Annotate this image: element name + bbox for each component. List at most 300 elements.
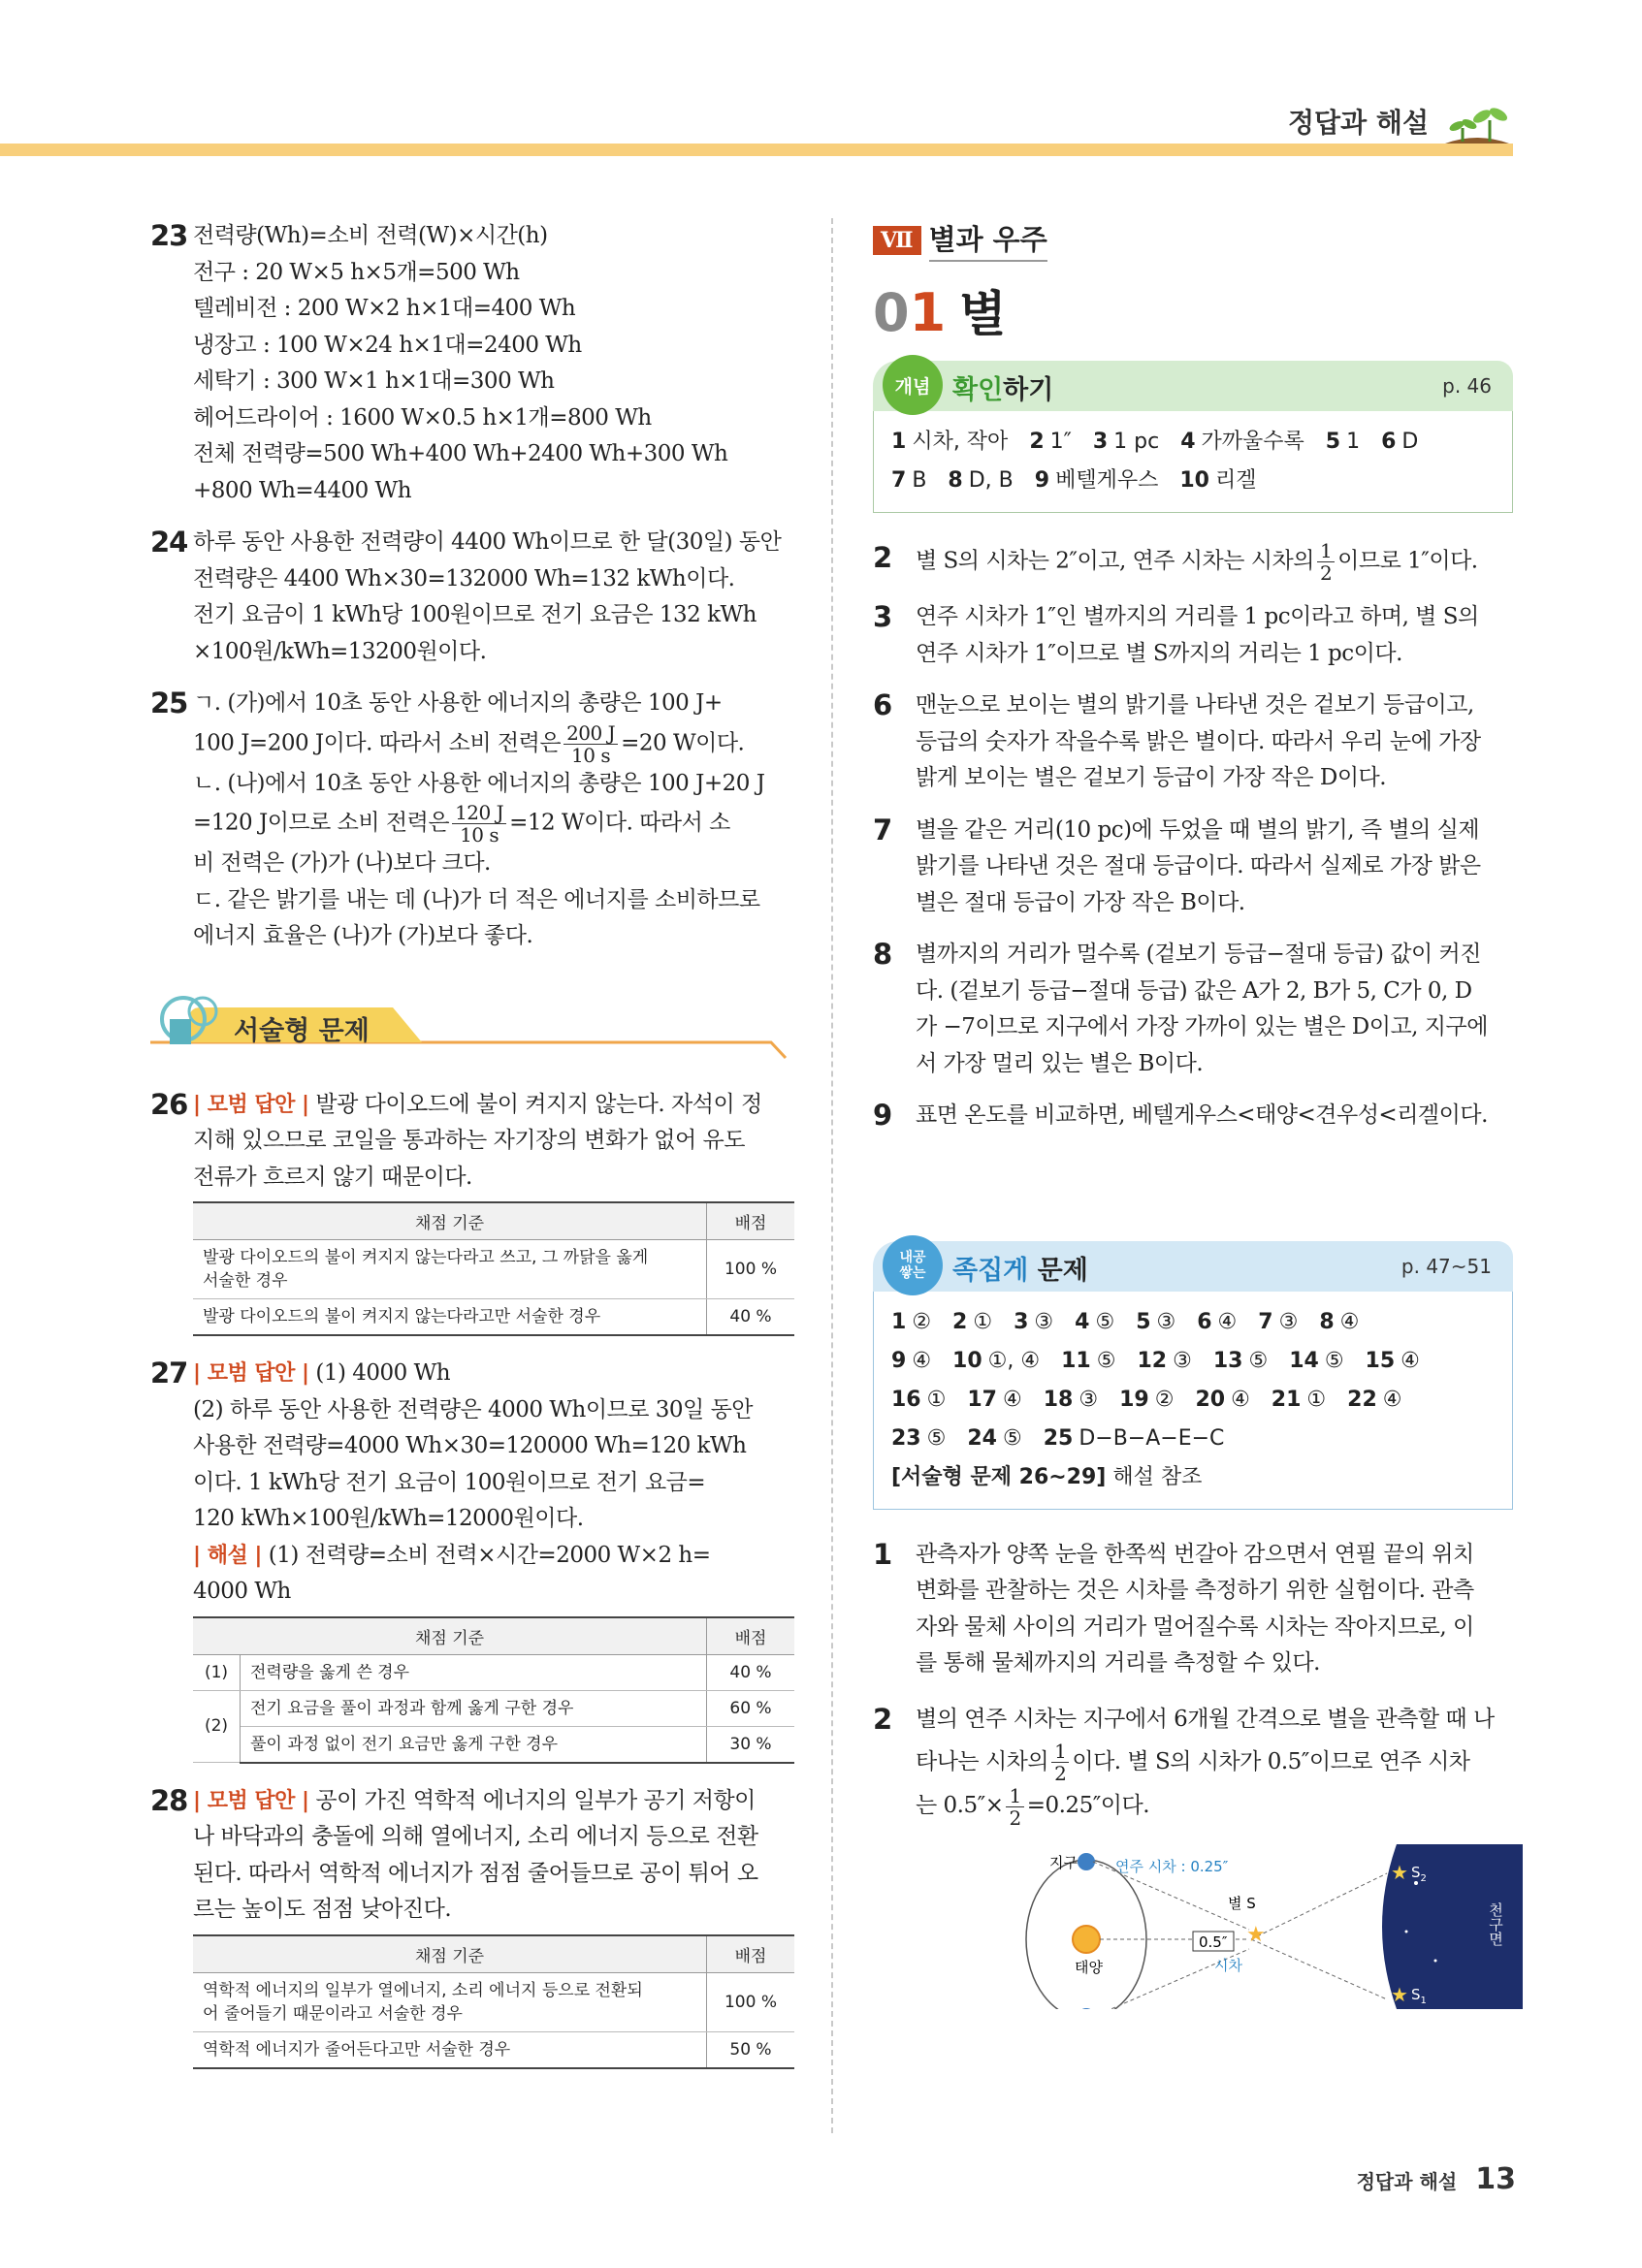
answer-text: 타나는 시차의 xyxy=(916,1748,1049,1774)
answer-28 xyxy=(150,1783,790,1929)
answer-number: 2 xyxy=(952,1309,968,1334)
practice-badge xyxy=(883,1235,943,1295)
answer-line: 전력량은 4400 Wh×30=132000 Wh=132 kWh이다. xyxy=(193,565,735,591)
answer-value: ④ xyxy=(1002,1387,1022,1412)
answer-item xyxy=(1195,1381,1249,1420)
answer-line: 된다. 따라서 역학적 에너지가 점점 줄어들므로 공이 튀어 오 xyxy=(193,1860,758,1886)
answer-line: 하루 동안 사용한 전력량이 4400 Wh이므로 한 달(30일) 동안 xyxy=(193,529,782,555)
explain-7 xyxy=(873,813,1513,922)
sphere-label: 천구면 xyxy=(1487,1901,1504,1946)
header-bar xyxy=(0,144,1513,156)
sun-label: 태양 xyxy=(1075,1958,1103,1976)
answer-23 xyxy=(150,218,790,509)
answer-item xyxy=(967,1381,1021,1420)
answer-value: ⑤ xyxy=(1002,1425,1022,1451)
answer-row xyxy=(891,462,1495,500)
explain-2 xyxy=(873,540,1513,584)
question-number: 1 xyxy=(873,1537,892,1571)
answer-item xyxy=(1213,1342,1268,1381)
answer-item xyxy=(1014,1303,1053,1342)
answer-number: 23 xyxy=(891,1425,921,1451)
table-cell: 40 % xyxy=(707,1299,795,1336)
answer-item xyxy=(891,1381,946,1420)
answer-25 xyxy=(150,686,790,955)
answer-value: ④ xyxy=(1217,1309,1238,1334)
answer-line: 전기 요금이 1 kWh당 100원이므로 전기 요금은 132 kWh xyxy=(193,602,757,627)
explain-3 xyxy=(873,599,1513,672)
table-cell: 60 % xyxy=(707,1690,795,1726)
right-column xyxy=(873,218,1513,2013)
chapter-heading xyxy=(873,275,1513,345)
answer-line: (2) 하루 동안 사용한 전력량은 4000 Wh이므로 30일 동안 xyxy=(193,1396,754,1422)
answer-number: 6 xyxy=(1197,1309,1212,1334)
s1-label: S xyxy=(1411,1985,1421,2003)
answer-value: D xyxy=(1401,430,1419,454)
table-cell: 발광 다이오드의 불이 켜지지 않는다라고 쓰고, 그 까닭을 옳게 xyxy=(203,1248,649,1267)
page-ref: p. 47~51 xyxy=(1401,1254,1492,1278)
fraction xyxy=(563,722,618,766)
earth-label: 지구 xyxy=(1049,1853,1078,1871)
answer-value: ③ xyxy=(1278,1309,1299,1334)
answer-value: ④ xyxy=(1231,1387,1250,1412)
explain-9 xyxy=(873,1098,1513,1134)
answer-line: 별까지의 거리가 멀수록 (겉보기 등급−절대 등급) 값이 커진 xyxy=(916,942,1481,967)
unit-number: Ⅶ xyxy=(873,226,921,255)
answer-line: ×100원/kWh=13200원이다. xyxy=(193,638,487,664)
box-title xyxy=(952,368,1053,406)
answer-value: ④ xyxy=(1339,1309,1360,1334)
answer-text: 이므로 1″이다. xyxy=(1337,548,1478,574)
answer-number: 14 xyxy=(1289,1348,1319,1373)
answer-line: 밝게 보이는 별은 겉보기 등급이 가장 작은 D이다. xyxy=(916,765,1387,790)
answer-line: 4000 Wh xyxy=(193,1579,291,1604)
answer-item xyxy=(1347,1381,1401,1420)
fraction xyxy=(1051,1741,1069,1784)
answer-number: 9 xyxy=(1034,468,1050,493)
answer-line: 세탁기 : 300 W×1 h×1대=300 Wh xyxy=(193,368,555,394)
star-label: 별 S xyxy=(1228,1894,1256,1912)
chapter-digit: 1 xyxy=(909,282,947,343)
numerator: 1 xyxy=(1006,1785,1023,1807)
answer-number: 16 xyxy=(891,1387,921,1412)
answer-value: ② xyxy=(1154,1387,1175,1412)
answer-value: ① xyxy=(926,1387,947,1412)
answer-item xyxy=(891,462,926,500)
parallax-diagram xyxy=(980,1844,1523,2009)
answer-value: ② xyxy=(912,1309,932,1334)
title-part: 족집게 xyxy=(952,1255,1029,1286)
answer-number: 10 xyxy=(952,1348,982,1373)
answer-number: 8 xyxy=(1319,1309,1335,1334)
answer-row xyxy=(891,1381,1495,1420)
answer-number: 2 xyxy=(1029,430,1045,454)
answer-value: 리겔 xyxy=(1214,468,1257,493)
answer-item xyxy=(1197,1303,1237,1342)
question-number: 2 xyxy=(873,1702,892,1736)
answer-value: ⑤ xyxy=(1095,1309,1115,1334)
answer-line: 연주 시차가 1″인 별까지의 거리를 1 pc이라고 하며, 별 S의 xyxy=(916,604,1479,629)
answer-number: 22 xyxy=(1347,1387,1377,1412)
table-row xyxy=(193,1726,794,1763)
model-answer-tag: | 모범 답안 | xyxy=(193,1788,309,1813)
model-answer-tag: | 모범 답안 | xyxy=(193,1361,309,1386)
answer-value: 시차, 작아 xyxy=(912,430,1009,454)
table-header: 채점 기준 xyxy=(193,1202,707,1240)
answer-value: 1 xyxy=(1346,430,1361,454)
answer-value: ①, ④ xyxy=(987,1348,1041,1373)
page-footer xyxy=(1357,2162,1516,2196)
answer-item xyxy=(891,1342,931,1381)
concept-badge: 개념 xyxy=(883,355,943,415)
practice-answers xyxy=(873,1292,1513,1510)
table-cell: 역학적 에너지의 일부가 열에너지, 소리 에너지 등으로 전환되 xyxy=(203,1980,643,2000)
answer-item xyxy=(948,462,1013,500)
numerator: 200 J xyxy=(563,722,618,745)
chapter-digit: 0 xyxy=(873,282,910,343)
page-ref: p. 46 xyxy=(1442,374,1492,398)
answer-value: ⑤ xyxy=(1324,1348,1344,1373)
star-s-icon: ★ xyxy=(1246,1922,1266,1947)
answer-line: 별은 절대 등급이 가장 작은 B이다. xyxy=(916,889,1245,915)
question-number: 6 xyxy=(873,688,892,721)
answer-text: =120 J이므로 소비 전력은 xyxy=(193,810,450,836)
table-row xyxy=(193,1299,794,1336)
answer-value: ⑤ xyxy=(1096,1348,1116,1373)
question-number: 23 xyxy=(150,219,188,252)
answer-item xyxy=(1289,1342,1343,1381)
answer-number: 18 xyxy=(1043,1387,1074,1412)
answer-item xyxy=(1093,423,1159,462)
answer-number: 13 xyxy=(1212,1348,1243,1373)
question-number: 2 xyxy=(873,541,892,574)
answer-value: ⑤ xyxy=(1248,1348,1269,1373)
answer-value: ③ xyxy=(1156,1309,1176,1334)
explanation-tag: | 해설 | xyxy=(193,1543,262,1568)
badge-text: 쌓는 xyxy=(899,1264,926,1281)
left-column xyxy=(150,218,790,2089)
answer-text: 발광 다이오드에 불이 켜지지 않는다. 자석이 정 xyxy=(315,1091,762,1117)
answer-number: 8 xyxy=(948,468,963,493)
answer-line: 별의 연주 시차는 지구에서 6개월 간격으로 별을 관측할 때 나 xyxy=(916,1706,1495,1732)
sun-icon xyxy=(1073,1926,1100,1953)
table-cell: 역학적 에너지가 줄어든다고만 서술한 경우 xyxy=(193,2031,707,2068)
answer-number: 11 xyxy=(1061,1348,1091,1373)
answer-item xyxy=(1136,1303,1175,1342)
table-row xyxy=(193,1240,794,1299)
s2-subscript: 2 xyxy=(1420,1872,1427,1884)
chapter-title: 별 xyxy=(959,286,1007,342)
parallax-value: 0.5″ xyxy=(1199,1933,1228,1951)
answer-value: ③ xyxy=(1034,1309,1054,1334)
model-answer-tag: | 모범 답안 | xyxy=(193,1092,309,1117)
section-title: 서술형 문제 xyxy=(234,1015,370,1046)
answer-text: 별 S의 시차는 2″이고, 연주 시차는 시차의 xyxy=(916,548,1314,574)
explain-f2 xyxy=(873,1698,1513,1829)
answer-number: 5 xyxy=(1325,430,1341,454)
fraction xyxy=(452,802,506,846)
answer-item xyxy=(1326,423,1360,462)
answer-value: ④ xyxy=(1382,1387,1402,1412)
fraction xyxy=(1006,1785,1023,1829)
answer-value: ① xyxy=(1306,1387,1327,1412)
answer-item xyxy=(1137,1342,1191,1381)
answer-27 xyxy=(150,1356,790,1611)
answer-line: 밝기를 나타낸 것은 절대 등급이다. 따라서 실제로 가장 밝은 xyxy=(916,853,1481,878)
question-number: 28 xyxy=(150,1783,188,1817)
answer-line: ㄷ. 같은 밝기를 내는 데 (나)가 더 적은 에너지를 소비하므로 xyxy=(193,886,760,912)
answer-item xyxy=(1119,1381,1174,1420)
answer-text: 는 0.5″× xyxy=(916,1793,1004,1818)
answer-value: ① xyxy=(973,1309,993,1334)
answer-text: 이다. 별 S의 시차가 0.5″이므로 연주 시차 xyxy=(1072,1748,1470,1774)
table-header: 배점 xyxy=(707,1935,795,1973)
section-banner xyxy=(150,994,790,1062)
table-row xyxy=(193,1972,794,2031)
column-divider xyxy=(831,218,833,2133)
question-number: 9 xyxy=(873,1099,892,1132)
answer-number: 3 xyxy=(1014,1309,1029,1334)
table-header: 채점 기준 xyxy=(193,1617,707,1655)
box-title xyxy=(952,1249,1088,1287)
table-cell: 100 % xyxy=(707,1240,795,1299)
table-header: 배점 xyxy=(707,1202,795,1240)
answer-line: 이다. 1 kWh당 전기 요금이 100원이므로 전기 요금= xyxy=(193,1469,706,1495)
answer-item xyxy=(1366,1342,1420,1381)
scoring-table-26 xyxy=(193,1201,794,1336)
answer-line: 전체 전력량=500 Wh+400 Wh+2400 Wh+300 Wh xyxy=(193,441,728,466)
question-number: 3 xyxy=(873,600,892,633)
answer-number: 5 xyxy=(1136,1309,1151,1334)
answer-line: 르는 높이도 점점 낮아진다. xyxy=(193,1897,452,1922)
concept-check-answers xyxy=(873,411,1513,513)
question-number: 27 xyxy=(150,1357,188,1390)
answer-value: ⑤ xyxy=(926,1425,947,1451)
answer-item xyxy=(1044,1381,1098,1420)
table-cell: (1) xyxy=(193,1654,241,1690)
answer-row xyxy=(891,1420,1495,1458)
note-text: 해설 참조 xyxy=(1112,1464,1203,1489)
answer-number: 4 xyxy=(1180,430,1196,454)
denominator: 10 s xyxy=(460,823,499,847)
answer-value: ④ xyxy=(1401,1348,1420,1373)
answer-item xyxy=(1258,1303,1298,1342)
answer-line: ㄱ. (가)에서 10초 동안 사용한 에너지의 총량은 100 J+ xyxy=(193,690,723,716)
answer-item xyxy=(1179,462,1256,500)
answer-line: 연주 시차가 1″이므로 별 S까지의 거리는 1 pc이다. xyxy=(916,640,1402,666)
answer-text: (1) 4000 Wh xyxy=(315,1360,451,1386)
scoring-table-28 xyxy=(193,1934,794,2069)
answer-line: ㄴ. (나)에서 10초 동안 사용한 에너지의 총량은 100 J+20 J xyxy=(193,770,765,796)
answer-line: 나 바닥과의 충돌에 의해 열에너지, 소리 에너지 등으로 전환 xyxy=(193,1824,758,1849)
answer-line: 서 가장 멀리 있는 별은 B이다. xyxy=(916,1050,1204,1076)
answer-item xyxy=(952,1303,992,1342)
answer-value: 1″ xyxy=(1049,430,1072,454)
star-s2-icon: ★ xyxy=(1391,1860,1408,1884)
answer-item xyxy=(1029,423,1072,462)
essay-note xyxy=(891,1458,1495,1497)
table-cell: 풀이 과정 없이 전기 요금만 옳게 구한 경우 xyxy=(241,1726,707,1763)
star-s1-icon: ★ xyxy=(1391,1982,1408,2006)
answer-row xyxy=(891,423,1495,462)
table-cell: 전기 요금을 풀이 과정과 함께 옳게 구한 경우 xyxy=(241,1690,707,1726)
answer-line: 가 −7이므로 지구에서 가장 가까이 있는 별은 D이고, 지구에 xyxy=(916,1014,1488,1039)
answer-value: D, B xyxy=(968,468,1014,493)
answer-value: 1 pc xyxy=(1113,430,1160,454)
answer-value: ④ xyxy=(912,1348,932,1373)
answer-line: 표면 온도를 비교하면, 베텔게우스<태양<견우성<리겔이다. xyxy=(916,1102,1488,1128)
table-header: 배점 xyxy=(707,1617,795,1655)
answer-item xyxy=(1044,1420,1225,1458)
answer-item xyxy=(1272,1381,1326,1420)
question-number: 7 xyxy=(873,813,892,847)
table-row xyxy=(193,2031,794,2068)
table-cell: 40 % xyxy=(707,1654,795,1690)
answer-24 xyxy=(150,525,790,670)
numerator: 1 xyxy=(1317,540,1335,562)
explain-f1 xyxy=(873,1537,1513,1682)
table-row xyxy=(193,1654,794,1690)
table-cell: 발광 다이오드의 불이 켜지지 않는다라고만 서술한 경우 xyxy=(193,1299,707,1336)
answer-line: 냉장고 : 100 W×24 h×1대=2400 Wh xyxy=(193,332,582,358)
table-cell: 50 % xyxy=(707,2031,795,2068)
answer-text: =0.25″이다. xyxy=(1026,1793,1150,1818)
answer-line: 를 통해 물체까지의 거리를 측정할 수 있다. xyxy=(916,1650,1320,1676)
answer-line: +800 Wh=4400 Wh xyxy=(193,477,412,503)
answer-number: 6 xyxy=(1381,430,1397,454)
numerator: 120 J xyxy=(452,802,506,824)
answer-line: 전구 : 20 W×5 h×5개=500 Wh xyxy=(193,259,520,285)
answer-text: =12 W이다. 따라서 소 xyxy=(509,810,730,836)
answer-value: D−B−A−E−C xyxy=(1079,1425,1225,1451)
question-number: 8 xyxy=(873,938,892,971)
answer-number: 7 xyxy=(891,468,907,493)
answer-number: 9 xyxy=(891,1348,907,1373)
table-cell: 어 줄어들기 때문이라고 서술한 경우 xyxy=(203,2003,463,2024)
concept-check-header xyxy=(873,361,1513,411)
answer-item xyxy=(1075,1303,1114,1342)
answer-line: 지해 있으므로 코일을 통과하는 자기장의 변화가 없어 유도 xyxy=(193,1128,745,1153)
answer-item xyxy=(1381,423,1418,462)
answer-number: 12 xyxy=(1137,1348,1168,1373)
chapter-number xyxy=(873,282,946,343)
answer-row xyxy=(891,1303,1495,1342)
answer-number: 1 xyxy=(891,1309,907,1334)
answer-number: 24 xyxy=(967,1425,997,1451)
answer-line: 사용한 전력량=4000 Wh×30=120000 Wh=120 kWh xyxy=(193,1433,747,1458)
answer-line: 관측자가 양쪽 눈을 한쪽씩 번갈아 감으면서 연필 끝의 위치 xyxy=(916,1541,1474,1567)
fraction xyxy=(1317,540,1335,584)
answer-item xyxy=(1035,462,1159,500)
answer-number: 3 xyxy=(1092,430,1109,454)
explain-8 xyxy=(873,937,1513,1082)
answer-line: 헤어드라이어 : 1600 W×0.5 h×1개=800 Wh xyxy=(193,404,652,431)
note-ref: [서술형 문제 26~29] xyxy=(891,1464,1107,1489)
answer-line: 등급의 숫자가 작을수록 밝은 별이다. 따라서 우리 눈에 가장 xyxy=(916,728,1481,754)
table-cell: 30 % xyxy=(707,1726,795,1763)
answer-number: 25 xyxy=(1043,1425,1074,1451)
answer-number: 21 xyxy=(1271,1387,1302,1412)
denominator: 10 s xyxy=(571,743,611,767)
answer-item xyxy=(891,1303,931,1342)
title-part: 확인 xyxy=(952,375,1004,405)
s2-label: S xyxy=(1411,1863,1421,1881)
answer-item xyxy=(1319,1303,1359,1342)
table-cell: 100 % xyxy=(707,1972,795,2031)
answer-26 xyxy=(150,1087,790,1197)
answer-text: (1) 전력량=소비 전력×시간=2000 W×2 h= xyxy=(268,1542,711,1568)
answer-text: 공이 가진 역학적 에너지의 일부가 공기 저항이 xyxy=(315,1787,756,1813)
answer-item xyxy=(891,1420,946,1458)
answer-text: =20 W이다. xyxy=(621,730,745,755)
answer-line: 맨눈으로 보이는 별의 밝기를 나타낸 것은 겉보기 등급이고, xyxy=(916,692,1474,718)
annual-parallax-label: 연주 시차 : 0.25″ xyxy=(1115,1857,1229,1875)
answer-number: 17 xyxy=(967,1387,997,1412)
answer-line: 에너지 효율은 (나)가 (가)보다 좋다. xyxy=(193,923,533,948)
answer-item xyxy=(952,1342,1040,1381)
answer-text: 100 J=200 J이다. 따라서 소비 전력은 xyxy=(193,730,562,755)
explain-6 xyxy=(873,687,1513,797)
answer-number: 10 xyxy=(1179,468,1209,493)
numerator: 1 xyxy=(1051,1741,1069,1763)
table-row xyxy=(193,1690,794,1726)
question-number: 24 xyxy=(150,526,188,559)
answer-item xyxy=(1180,423,1304,462)
title-part: 문제 xyxy=(1037,1255,1088,1286)
answer-item xyxy=(891,423,1008,462)
answer-value: 가까울수록 xyxy=(1201,430,1304,454)
answer-number: 19 xyxy=(1119,1387,1149,1412)
answer-value: ③ xyxy=(1173,1348,1192,1373)
answer-number: 20 xyxy=(1195,1387,1226,1412)
practice-header xyxy=(873,1241,1513,1292)
answer-line: 전류가 흐르지 않기 때문이다. xyxy=(193,1164,472,1190)
denominator: 2 xyxy=(1054,1762,1067,1785)
question-number: 25 xyxy=(150,687,188,719)
answer-value: B xyxy=(912,468,927,493)
answer-line: 텔레비전 : 200 W×2 h×1대=400 Wh xyxy=(193,296,576,321)
title-part: 하기 xyxy=(1003,375,1054,405)
answer-line: 변화를 관찰하는 것은 시차를 측정하기 위한 실험이다. 관측 xyxy=(916,1578,1474,1603)
table-cell: (2) xyxy=(193,1690,241,1763)
answer-item xyxy=(967,1420,1021,1458)
header-title: 정답과 해설 xyxy=(1288,107,1429,139)
parallax-label: 시차 xyxy=(1214,1956,1242,1974)
answer-line: 자와 물체 사이의 거리가 멀어질수록 시차는 작아지므로, 이 xyxy=(916,1613,1474,1640)
answer-item xyxy=(1061,1342,1115,1381)
unit-title: 별과 우주 xyxy=(929,218,1047,262)
answer-number: 4 xyxy=(1075,1309,1090,1334)
question-number: 26 xyxy=(150,1087,188,1121)
table-cell: 전력량을 옳게 쓴 경우 xyxy=(241,1654,707,1690)
earth-bottom-icon xyxy=(1078,2008,1095,2009)
answer-line: 비 전력은 (가)가 (나)보다 크다. xyxy=(193,850,491,876)
badge-text: 내공 xyxy=(899,1249,926,1265)
answer-value: 베텔게우스 xyxy=(1055,468,1159,493)
table-cell: 서술한 경우 xyxy=(203,1271,288,1291)
answer-line: 다. (겉보기 등급−절대 등급) 값은 A가 2, B가 5, C가 0, D xyxy=(916,977,1472,1004)
s1-subscript: 1 xyxy=(1420,1995,1427,2006)
answer-number: 7 xyxy=(1258,1309,1273,1334)
answer-number: 1 xyxy=(891,430,907,454)
answer-value: ③ xyxy=(1079,1387,1099,1412)
footer-title: 정답과 해설 xyxy=(1356,2170,1458,2193)
denominator: 2 xyxy=(1319,561,1333,585)
answer-line: 120 kWh×100원/kWh=12000원이다. xyxy=(193,1506,584,1531)
unit-heading xyxy=(873,218,1513,262)
scoring-table-27 xyxy=(193,1616,794,1764)
table-header: 채점 기준 xyxy=(193,1935,707,1973)
page-number: 13 xyxy=(1475,2162,1516,2196)
